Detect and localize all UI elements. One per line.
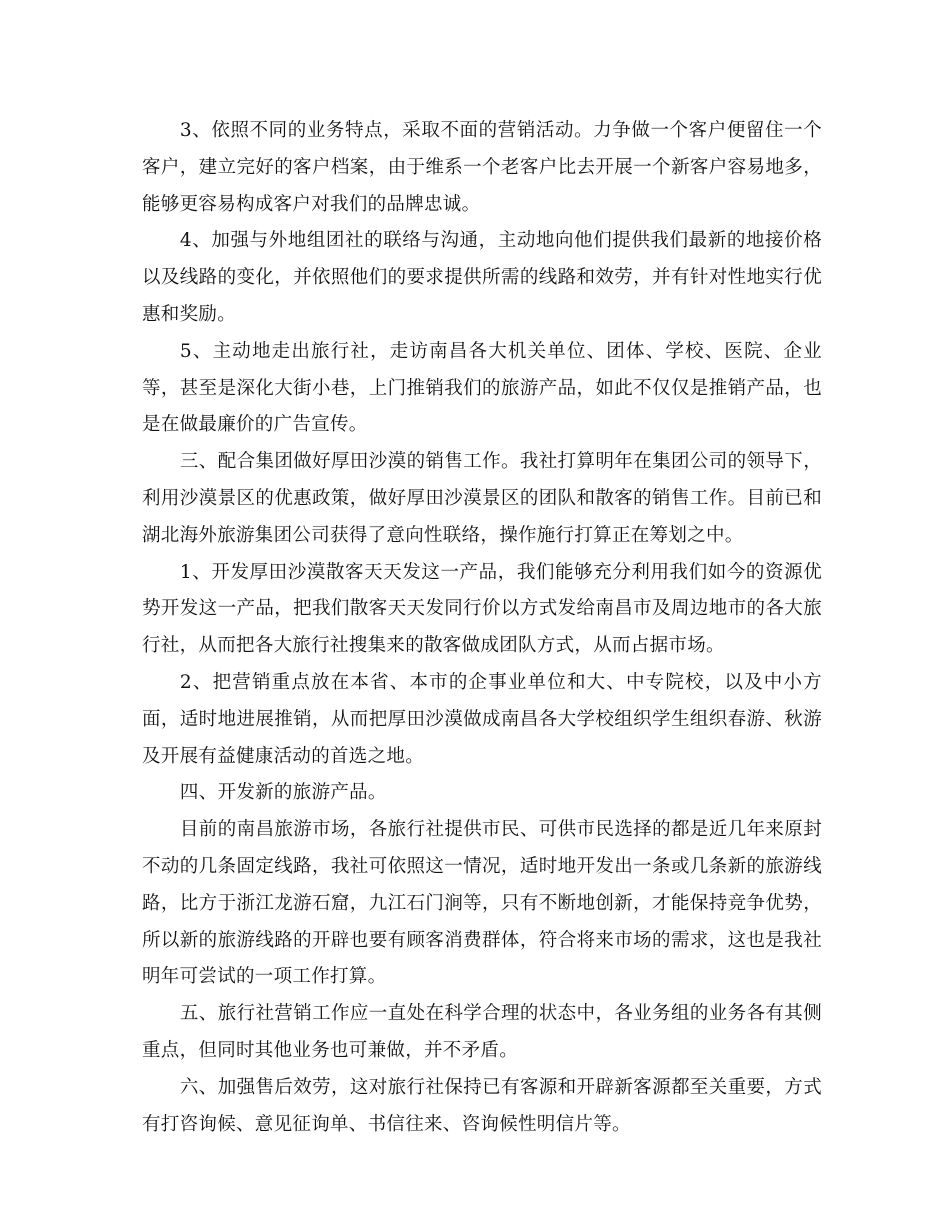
paragraph-8: 目前的南昌旅游市场，各旅行社提供市民、可供市民选择的都是近几年来原封不动的几条固定线路，我社可依照这一情况，适时地开发出一条或几条新的旅游线路，比方于浙江龙游石窟，九江石门涧等，只有不断地创新，才能保持竞争优势，所以新的旅游线路的开辟也要有顾客消费群体，符合将来市场的需求，这也是我社明年可尝试的一项工作打算。 [142, 819, 822, 988]
paragraph-4: 三、配合集团做好厚田沙漠的销售工作。我社打算明年在集团公司的领导下，利用沙漠景区的优惠政策，做好厚田沙漠景区的团队和散客的销售工作。目前已和湖北海外旅游集团公司获得了意向性联络，操作施行打算正在筹划之中。 [142, 451, 822, 546]
paragraph-3: 5、主动地走出旅行社，走访南昌各大机关单位、团体、学校、医院、企业等，甚至是深化大街小巷，上门推销我们的旅游产品，如此不仅仅是推销产品，也是在做最廉价的广告宣传。 [142, 340, 822, 436]
paragraph-10: 六、加强售后效劳，这对旅行社保持已有客源和开辟新客源都至关重要，方式有打咨询候、意见征询单、书信往来、咨询候性明信片等。 [142, 1076, 822, 1135]
paragraph-7: 四、开发新的旅游产品。 [179, 782, 387, 804]
paragraph-5: 1、开发厚田沙漠散客天天发这一产品，我们能够充分利用我们如今的资源优势开发这一产品，把我们散客天天发同行价以方式发给南昌市及周边地市的各大旅行社，从而把各大旅行社搜集来的散客做成团队方式，从而占据市场。 [142, 561, 822, 657]
paragraph-9: 五、旅行社营销工作应一直处在科学合理的状态中，各业务组的业务各有其侧重点，但同时其他业务也可兼做，并不矛盾。 [142, 1003, 822, 1061]
paragraph-2: 4、加强与外地组团社的联络与沟通，主动地向他们提供我们最新的地接价格以及线路的变化，并依照他们的要求提供所需的线路和效劳，并有针对性地实行优惠和奖励。 [142, 230, 822, 325]
paragraph-6: 2、把营销重点放在本省、本市的企事业单位和大、中专院校，以及中小方面，适时地进展推销，从而把厚田沙漠做成南昌各大学校组织学生组织春游、秋游及开展有益健康活动的首选之地。 [142, 671, 822, 767]
document-body [142, 113, 822, 1143]
paragraph-1: 3、依照不同的业务特点，采取不面的营销活动。力争做一个客户便留住一个客户，建立完好的客户档案，由于维系一个老客户比去开展一个新客户容易地多，能够更容易构成客户对我们的品牌忠诚。 [142, 120, 822, 215]
